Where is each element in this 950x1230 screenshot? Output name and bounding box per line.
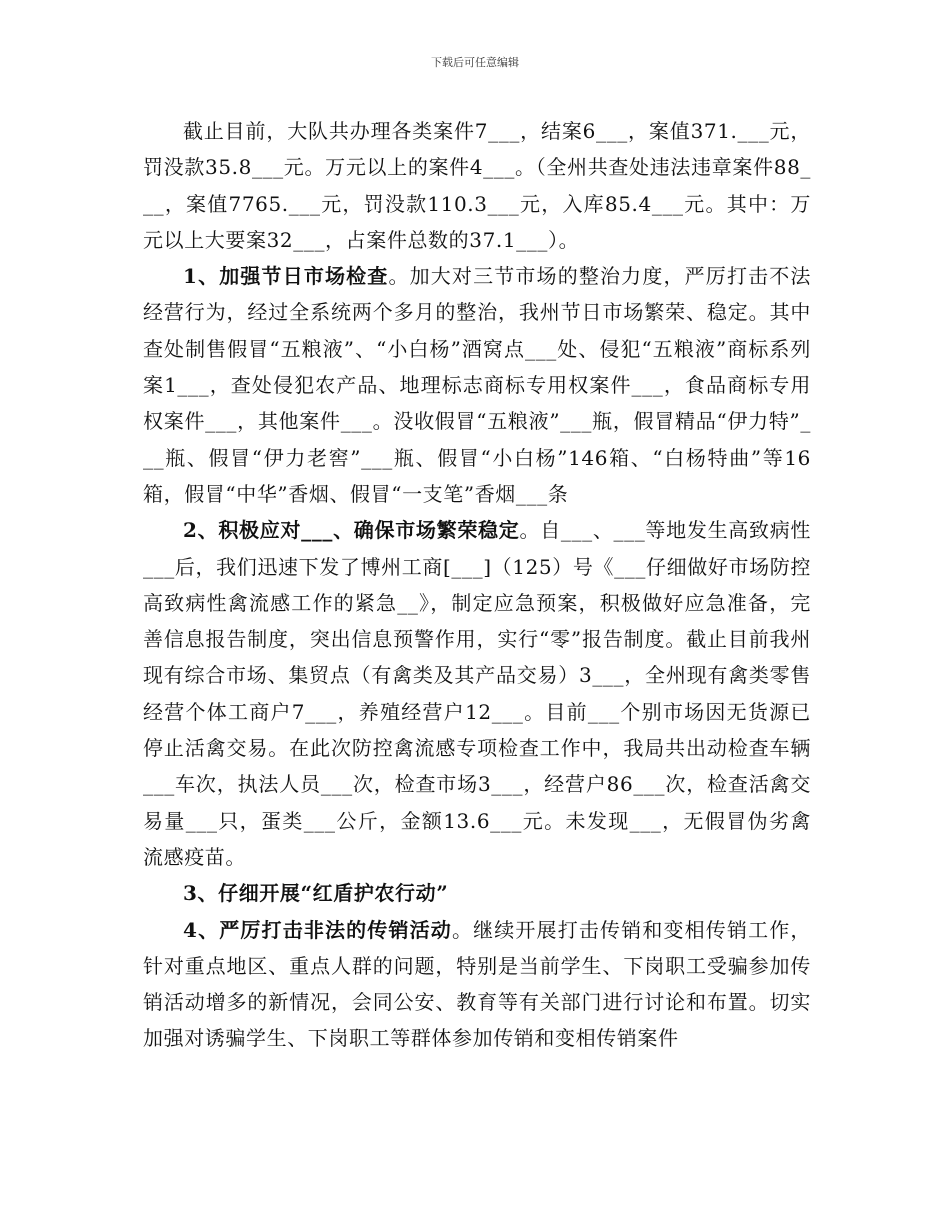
paragraph-red-shield — [143, 875, 811, 911]
page-header: 下载后可任意编辑 — [431, 56, 519, 69]
paragraph-bird-flu — [143, 512, 811, 875]
paragraph-text: 。自___、___等地发生高致病性___后，我们迅速下发了博州工商[___]（125）号《___仔细做好市场防控高致病性禽流感工作的紧急__》，制定应急预案，积极做好应急准备，完善信息报告制度，突出信息预警作用，实行“零”报告制度。截止目前我州现有综合市场、集贸点（有禽类及其产品交易）3___，全州现有禽类零售经营个体工商户7___，养殖经营户12___。目前___个别市场因无货源已停止活禽交易。在此次防控禽流感专项检查工作中，我局共出动检查车辆___车次，执法人员___次，检查市场3___，经营户86___次，检查活禽交易量___只，蛋类___公斤，金额13.6___元。未发现___，无假冒伪劣禽流感疫苗。 — [143, 518, 812, 869]
paragraph-title: 2、积极应对___、确保市场繁荣稳定 — [183, 518, 520, 543]
document-body — [143, 113, 811, 1057]
paragraph-holiday-market — [143, 258, 811, 512]
paragraph-summary — [143, 113, 811, 258]
paragraph-title: 4、严厉打击非法的传销活动 — [183, 917, 452, 942]
paragraph-text: 。加大对三节市场的整治力度，严厉打击不法经营行为，经过全系统两个多月的整治，我州节日市场繁荣、稳定。其中查处制售假冒“五粮液”、“小白杨”酒窝点___处、侵犯“五粮液”商标系列案1___，查处侵犯农产品、地理标志商标专用权案件___，食品商标专用权案件___，其他案件___。没收假冒“五粮液”___瓶，假冒精品“伊力特”___瓶、假冒“伊力老窖”___瓶、假冒“小白杨”146箱、“白杨特曲”等16箱，假冒“中华”香烟、假冒“一支笔”香烟___条 — [143, 264, 812, 506]
paragraph-text: 。继续开展打击传销和变相传销工作，针对重点地区、重点人群的问题，特别是当前学生、下岗职工受骗参加传销活动增多的新情况，会同公安、教育等有关部门进行讨论和布置。切实加强对诱骗学生、下岗职工等群体参加传销和变相传销案件 — [143, 917, 812, 1051]
paragraph-title: 3、仔细开展“红盾护农行动” — [183, 881, 449, 906]
paragraph-title: 1、加强节日市场检查 — [183, 264, 389, 289]
paragraph-text: 截止目前，大队共办理各类案件7___，结案6___，案值371.___元，罚没款35.8___元。万元以上的案件4___。（全州共查处违法违章案件88___，案值7765.___元，罚没款110.3___元，入库85.4___元。其中：万元以上大要案32___，占案件总数的37.1___）。 — [143, 119, 811, 252]
paragraph-pyramid-selling — [143, 912, 811, 1057]
